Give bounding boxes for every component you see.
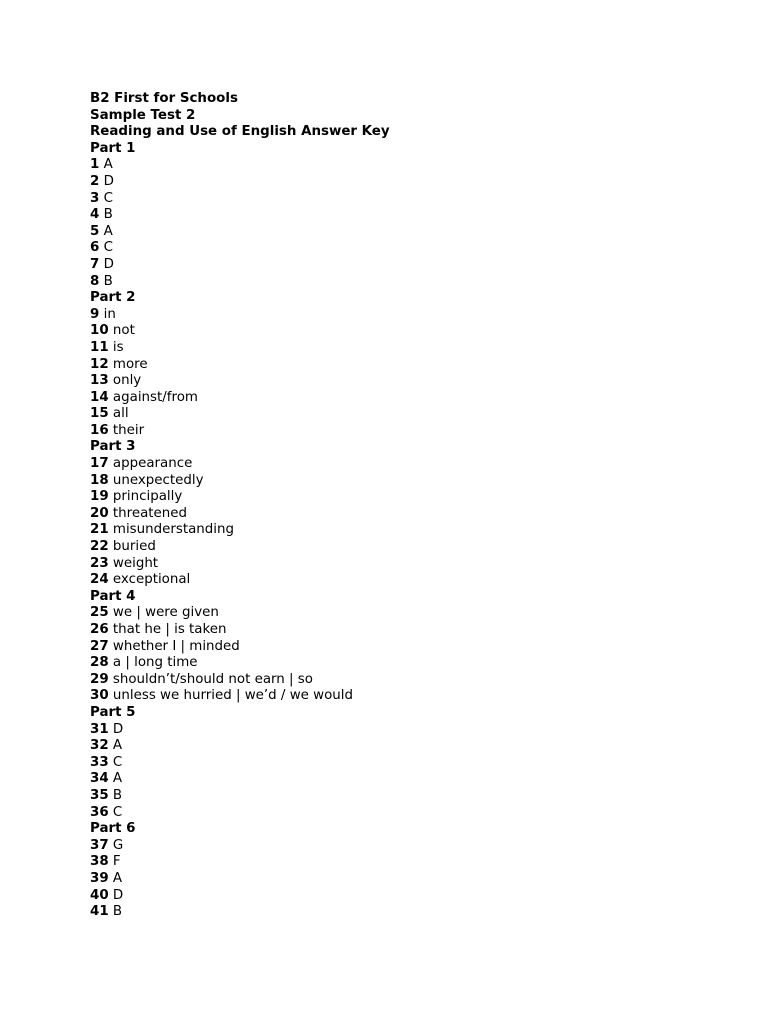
answer-text: G: [112, 837, 124, 853]
answer-text: unexpectedly: [112, 472, 204, 488]
answer-text: B: [103, 273, 113, 289]
question-number: 3: [90, 190, 100, 206]
question-number: 37: [90, 837, 109, 853]
answer-row: [90, 191, 730, 208]
answer-row: [90, 522, 730, 539]
answer-text: D: [103, 256, 114, 272]
answer-text: A: [112, 870, 123, 886]
answer-row: [90, 157, 730, 174]
answer-text: F: [112, 854, 121, 870]
answer-row: [90, 771, 730, 788]
answer-text: D: [103, 173, 114, 189]
question-number: 41: [90, 904, 109, 920]
answer-text: not: [112, 323, 135, 339]
question-number: 18: [90, 472, 109, 488]
question-number: 34: [90, 771, 109, 787]
answer-text: in: [103, 306, 116, 322]
answer-text: all: [112, 406, 129, 422]
answer-text: shouldn’t/should not earn | so: [112, 671, 313, 687]
question-number: 30: [90, 688, 109, 704]
answer-row: [90, 373, 730, 390]
question-number: 11: [90, 339, 109, 355]
answer-row: [90, 755, 730, 772]
question-number: 9: [90, 306, 100, 322]
answer-row: [90, 871, 730, 888]
document-heading: Reading and Use of English Answer Key: [90, 124, 390, 140]
answer-text: A: [112, 738, 123, 754]
question-number: 24: [90, 572, 109, 588]
question-number: 2: [90, 173, 100, 189]
answer-row: [90, 904, 730, 921]
question-number: 29: [90, 671, 109, 687]
answer-row: [90, 307, 730, 324]
answer-row: [90, 257, 730, 274]
answer-text: C: [112, 804, 123, 820]
answer-row: [90, 805, 730, 822]
question-number: 13: [90, 373, 109, 389]
answer-row: [90, 738, 730, 755]
answer-text: against/from: [112, 389, 198, 405]
question-number: 8: [90, 273, 100, 289]
question-number: 16: [90, 422, 109, 438]
parts-list: [90, 141, 730, 921]
part-heading: Part 1: [90, 140, 136, 156]
question-number: 36: [90, 804, 109, 820]
answer-row: [90, 423, 730, 440]
answer-row: [90, 224, 730, 241]
question-number: 40: [90, 887, 109, 903]
answer-row: [90, 556, 730, 573]
answer-row: [90, 672, 730, 689]
answer-row: [90, 207, 730, 224]
answer-text: A: [103, 157, 113, 173]
answer-row: [90, 838, 730, 855]
part-heading: Part 5: [90, 704, 136, 720]
question-number: 38: [90, 854, 109, 870]
answer-text: their: [112, 422, 145, 438]
part-heading: Part 2: [90, 290, 136, 306]
answer-text: a | long time: [112, 655, 198, 671]
answer-row: [90, 655, 730, 672]
answer-row: [90, 639, 730, 656]
answer-row: [90, 622, 730, 639]
answer-text: A: [103, 223, 113, 239]
answer-text: that he | is taken: [112, 622, 227, 637]
answer-row: [90, 506, 730, 523]
answer-row: [90, 854, 730, 871]
part-heading: Part 6: [90, 821, 136, 837]
question-number: 33: [90, 754, 109, 770]
answer-row: [90, 473, 730, 490]
answer-text: misunderstanding: [112, 522, 234, 538]
answer-row: [90, 406, 730, 423]
part-heading: Part 4: [90, 588, 136, 604]
answer-text: B: [112, 787, 123, 803]
answer-text: C: [103, 190, 113, 206]
answer-text: weight: [112, 555, 159, 571]
question-number: 20: [90, 505, 109, 521]
answer-key-document: [90, 91, 730, 921]
answer-text: C: [103, 240, 113, 256]
answer-row: [90, 572, 730, 589]
answer-text: whether I | minded: [112, 638, 240, 654]
question-number: 19: [90, 489, 109, 505]
question-number: 26: [90, 622, 109, 637]
question-number: 15: [90, 406, 109, 422]
answer-row: [90, 888, 730, 905]
answer-text: buried: [112, 539, 156, 555]
answer-row: [90, 539, 730, 556]
question-number: 7: [90, 256, 100, 272]
question-number: 35: [90, 787, 109, 803]
answer-text: A: [112, 771, 123, 787]
question-number: 14: [90, 389, 109, 405]
answer-text: more: [112, 356, 148, 372]
answer-text: appearance: [112, 456, 193, 472]
answer-text: unless we hurried | we’d / we would: [112, 688, 353, 704]
answer-text: we | were given: [112, 605, 219, 621]
document-subtitle: Sample Test 2: [90, 107, 196, 123]
answer-row: [90, 688, 730, 705]
question-number: 32: [90, 738, 109, 754]
answer-row: [90, 240, 730, 257]
answer-text: principally: [112, 489, 183, 505]
answer-row: [90, 722, 730, 739]
question-number: 31: [90, 721, 109, 737]
question-number: 5: [90, 223, 100, 239]
answer-text: B: [112, 904, 123, 920]
question-number: 10: [90, 323, 109, 339]
answer-row: [90, 340, 730, 357]
answer-text: is: [112, 339, 124, 355]
answer-row: [90, 174, 730, 191]
answer-row: [90, 456, 730, 473]
question-number: 12: [90, 356, 109, 372]
answer-row: [90, 489, 730, 506]
question-number: 22: [90, 539, 109, 555]
question-number: 39: [90, 870, 109, 886]
answer-row: [90, 390, 730, 407]
answer-row: [90, 274, 730, 291]
answer-text: B: [103, 207, 113, 223]
question-number: 1: [90, 157, 100, 173]
question-number: 27: [90, 638, 109, 654]
question-number: 6: [90, 240, 100, 256]
answer-text: D: [112, 721, 124, 737]
question-number: 23: [90, 555, 109, 571]
document-title: B2 First for Schools: [90, 91, 238, 106]
answer-row: [90, 605, 730, 622]
part-heading: Part 3: [90, 439, 136, 455]
answer-text: D: [112, 887, 124, 903]
question-number: 28: [90, 655, 109, 671]
question-number: 17: [90, 456, 109, 472]
answer-row: [90, 357, 730, 374]
answer-row: [90, 788, 730, 805]
question-number: 4: [90, 207, 100, 223]
answer-row: [90, 323, 730, 340]
answer-text: C: [112, 754, 123, 770]
question-number: 25: [90, 605, 109, 621]
question-number: 21: [90, 522, 109, 538]
answer-text: only: [112, 373, 142, 389]
answer-text: exceptional: [112, 572, 191, 588]
answer-text: threatened: [112, 505, 188, 521]
